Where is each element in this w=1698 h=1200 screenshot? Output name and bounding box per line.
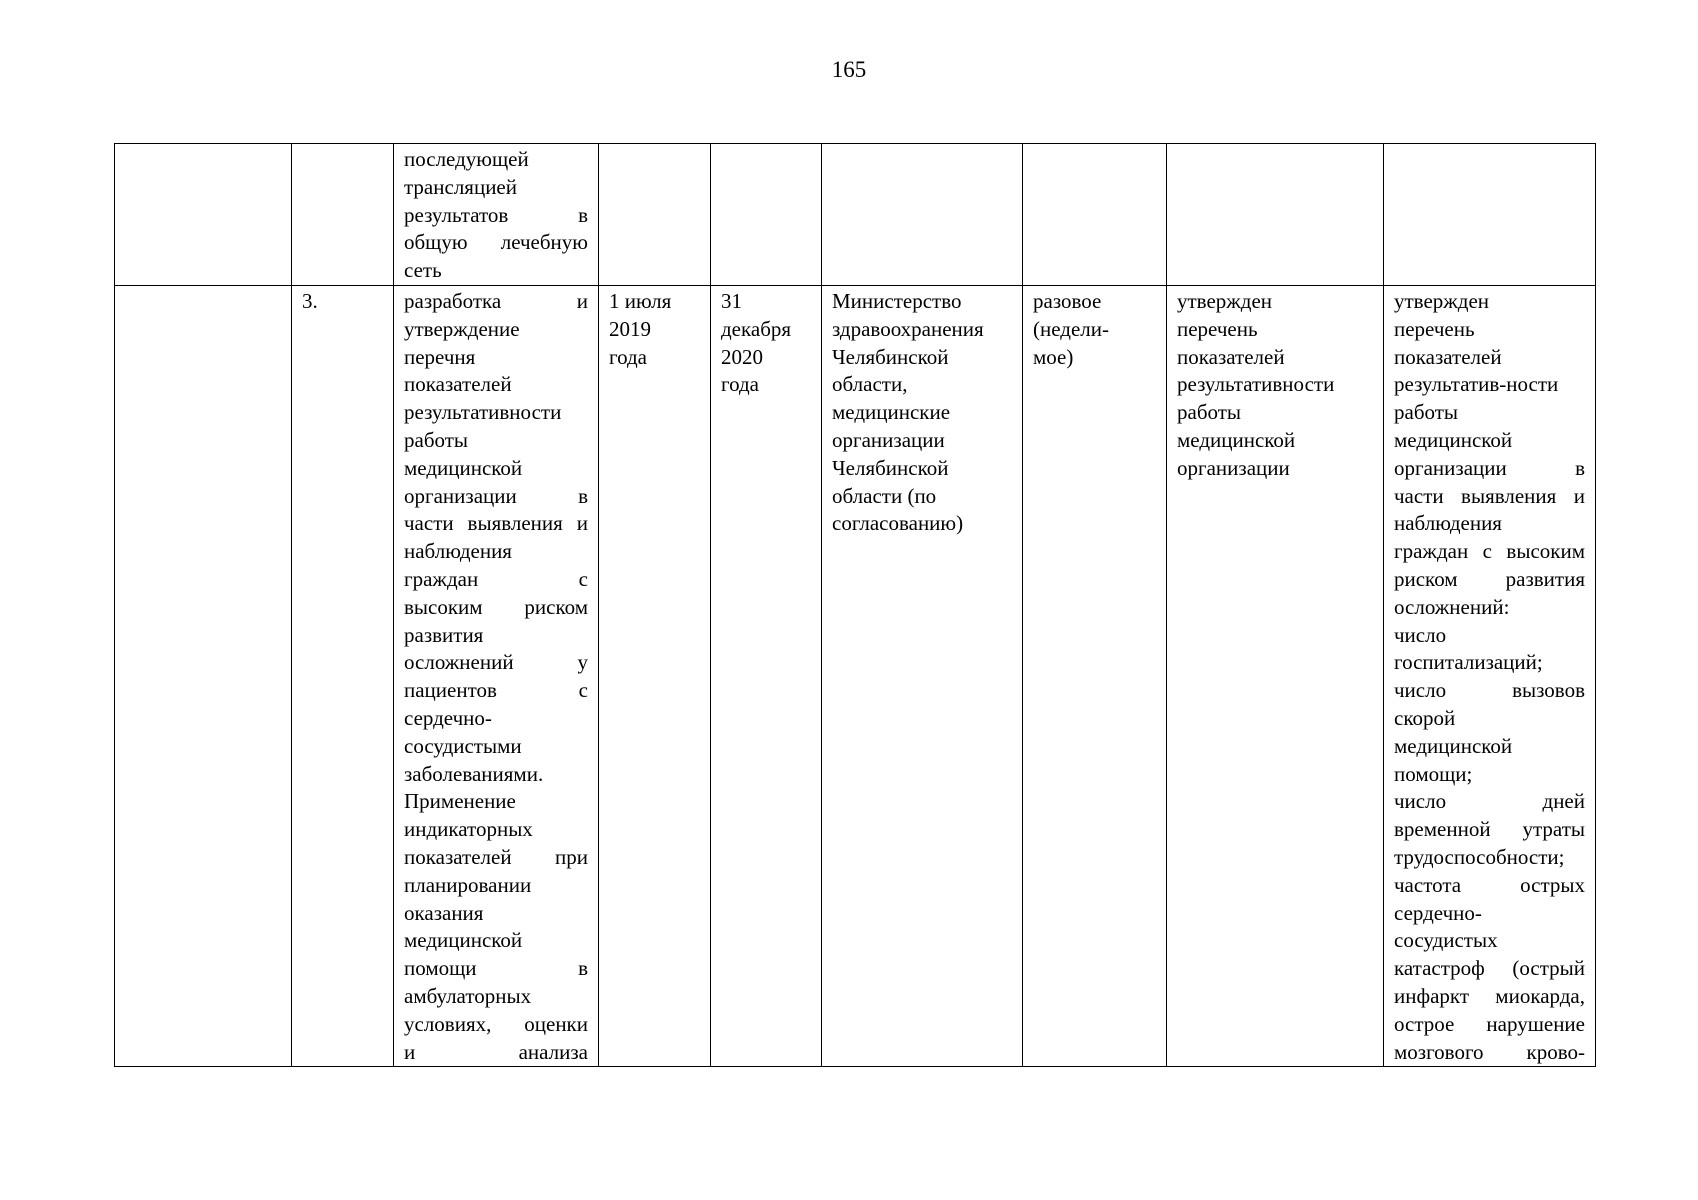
cell-line: наблюдения bbox=[1394, 511, 1502, 536]
cell-line: части выявления и bbox=[404, 511, 588, 536]
cell-line: 2020 bbox=[721, 344, 763, 369]
cell-line: показателей bbox=[1177, 344, 1285, 369]
cell-line: утвержден bbox=[1394, 288, 1490, 313]
cell-line: сеть bbox=[404, 258, 442, 283]
cell-line: граждан с высоким bbox=[1394, 539, 1585, 564]
cell-empty-2 bbox=[292, 144, 394, 286]
cell-line: показателей bbox=[404, 372, 512, 397]
cell-line: медицинской bbox=[1394, 733, 1513, 758]
cell-line: утверждение bbox=[404, 316, 520, 341]
cell-line: Челябинской bbox=[832, 455, 949, 480]
cell-line: число вызовов bbox=[1394, 678, 1585, 703]
cell-line: перечня bbox=[404, 344, 476, 369]
cell-line: частота острых bbox=[1394, 872, 1585, 897]
cell-line: результативности bbox=[1177, 372, 1335, 397]
cell-line: перечень bbox=[1177, 316, 1258, 341]
cell-line: перечень bbox=[1394, 316, 1475, 341]
cell-line: катастроф (острый bbox=[1394, 956, 1585, 981]
cell-start-date bbox=[599, 285, 711, 1066]
cell-line: показателей при bbox=[404, 844, 588, 869]
cell-line: сердечно- bbox=[1394, 900, 1482, 925]
cell-end-date bbox=[711, 285, 822, 1066]
cell-line: условиях, оценки bbox=[404, 1011, 588, 1036]
cell-line: помощи; bbox=[1394, 761, 1473, 786]
cell-measure-description-cont bbox=[394, 144, 599, 286]
cell-line: мое) bbox=[1033, 344, 1074, 369]
cell-measure-type bbox=[1023, 285, 1167, 1066]
cell-indicators bbox=[1384, 285, 1596, 1066]
cell-line: заболеваниями. bbox=[404, 761, 544, 786]
cell-line: результативности bbox=[404, 400, 562, 425]
cell-line: работы bbox=[1177, 400, 1242, 425]
measures-table bbox=[114, 143, 1596, 1067]
cell-item-number: 3. bbox=[292, 285, 394, 1066]
cell-line: оказания bbox=[404, 900, 484, 925]
cell-measure-description bbox=[394, 285, 599, 1066]
cell-line: помощи в bbox=[404, 956, 588, 981]
cell-line: Челябинской bbox=[832, 344, 949, 369]
cell-line: области, bbox=[832, 372, 908, 397]
cell-line: организации bbox=[832, 427, 945, 452]
cell-line: результатов в bbox=[404, 202, 588, 227]
cell-line: организации bbox=[1177, 455, 1290, 480]
cell-line: области (по bbox=[832, 483, 937, 508]
cell-line: сердечно- bbox=[404, 705, 492, 730]
cell-line: последующей bbox=[404, 147, 529, 171]
cell-line: амбулаторных bbox=[404, 983, 532, 1008]
cell-line: здравоохранения bbox=[832, 316, 984, 341]
cell-empty-5 bbox=[711, 144, 822, 286]
cell-line: пациентов с bbox=[404, 678, 588, 703]
table-row-continuation bbox=[115, 144, 1596, 286]
cell-line: (недели- bbox=[1033, 316, 1109, 341]
cell-line: разработка и bbox=[404, 288, 588, 313]
cell-line: число bbox=[1394, 622, 1447, 647]
cell-line: риском развития bbox=[1394, 566, 1585, 591]
cell-line: 1 июля bbox=[609, 288, 672, 313]
cell-line: Министерство bbox=[832, 288, 962, 313]
cell-line: медицинские bbox=[832, 400, 951, 425]
cell-line: результатив-ности bbox=[1394, 372, 1559, 397]
cell-result bbox=[1167, 285, 1384, 1066]
cell-line: развития bbox=[404, 622, 484, 647]
cell-empty-7 bbox=[1023, 144, 1167, 286]
cell-line: трудоспособности; bbox=[1394, 844, 1565, 869]
cell-line: сосудистых bbox=[1394, 928, 1498, 953]
page-number: 165 bbox=[831, 57, 867, 82]
cell-empty-section bbox=[115, 285, 292, 1066]
cell-line: медицинской bbox=[404, 928, 523, 953]
cell-line: госпитализаций; bbox=[1394, 650, 1543, 675]
cell-line: осложнений у bbox=[404, 650, 588, 675]
cell-line: и анализа bbox=[404, 1039, 588, 1064]
cell-line: общую лечебную bbox=[404, 230, 588, 255]
cell-line: года bbox=[609, 344, 647, 369]
cell-line: индикаторных bbox=[404, 817, 533, 842]
cell-line: медицинской bbox=[1394, 427, 1513, 452]
cell-empty-8 bbox=[1167, 144, 1384, 286]
cell-line: части выявления и bbox=[1394, 483, 1585, 508]
cell-line: инфаркт миокарда, bbox=[1394, 983, 1585, 1008]
cell-line: организации в bbox=[404, 483, 588, 508]
table-row-item-3 bbox=[115, 285, 1596, 1066]
cell-line: наблюдения bbox=[404, 539, 512, 564]
cell-empty-6 bbox=[822, 144, 1023, 286]
cell-line: показателей bbox=[1394, 344, 1502, 369]
cell-line: медицинской bbox=[404, 455, 523, 480]
cell-line: планировании bbox=[404, 872, 532, 897]
cell-line: работы bbox=[404, 427, 469, 452]
cell-line: число дней bbox=[1394, 789, 1585, 814]
cell-line: граждан с bbox=[404, 566, 588, 591]
cell-line: осложнений: bbox=[1394, 594, 1510, 619]
cell-empty-4 bbox=[599, 144, 711, 286]
cell-line: скорой bbox=[1394, 705, 1456, 730]
cell-empty-1 bbox=[115, 144, 292, 286]
cell-line: организации в bbox=[1394, 455, 1585, 480]
cell-line: Применение bbox=[404, 789, 516, 814]
cell-line: высоким риском bbox=[404, 594, 588, 619]
cell-line: 2019 bbox=[609, 316, 651, 341]
cell-line: медицинской bbox=[1177, 427, 1296, 452]
cell-line: временной утраты bbox=[1394, 817, 1585, 842]
cell-line: сосудистыми bbox=[404, 733, 522, 758]
cell-line: 31 bbox=[721, 288, 742, 313]
cell-line: острое нарушение bbox=[1394, 1011, 1585, 1036]
cell-line: утвержден bbox=[1177, 288, 1273, 313]
cell-line: декабря bbox=[721, 316, 792, 341]
cell-executor bbox=[822, 285, 1023, 1066]
cell-line: года bbox=[721, 372, 759, 397]
cell-line: работы bbox=[1394, 400, 1459, 425]
cell-empty-9 bbox=[1384, 144, 1596, 286]
cell-line: мозгового крово- bbox=[1394, 1039, 1585, 1064]
cell-line: согласованию) bbox=[832, 511, 964, 536]
cell-line: трансляцией bbox=[404, 174, 517, 199]
cell-line: разовое bbox=[1033, 288, 1102, 313]
